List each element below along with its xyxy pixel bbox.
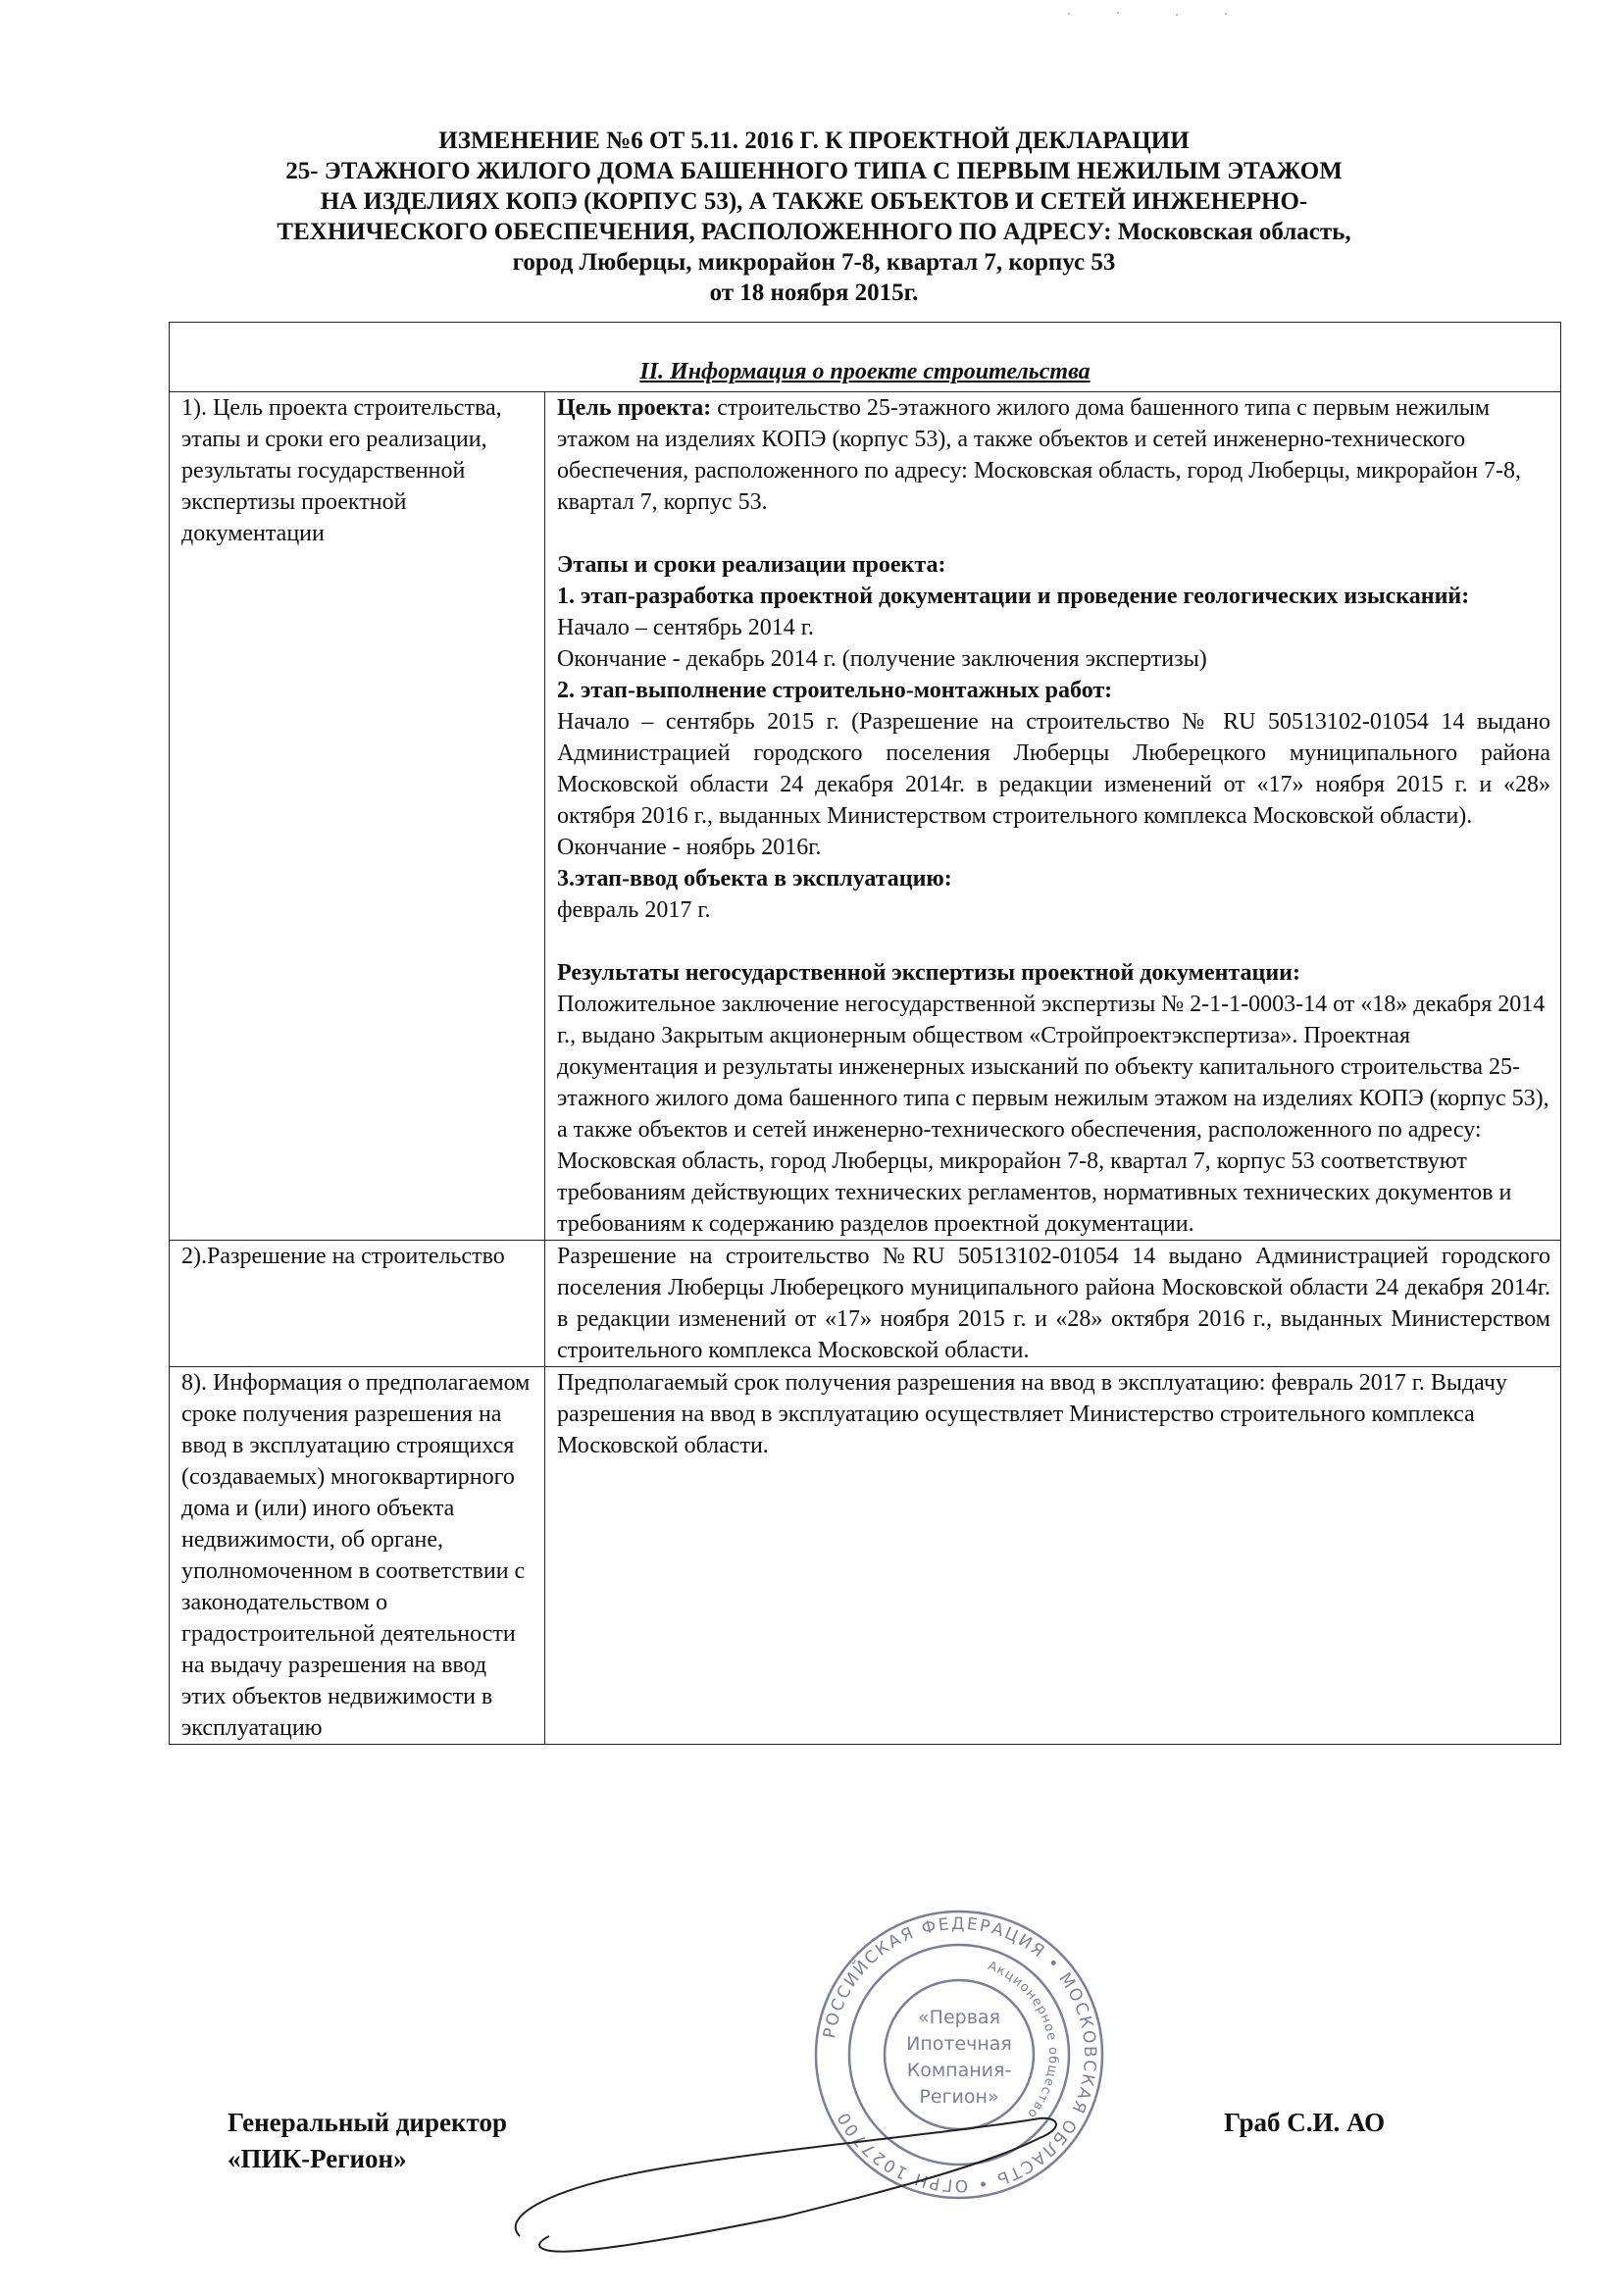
row2-label: 2).Разрешение на строительство bbox=[170, 1241, 545, 1367]
row2-content: Разрешение на строительство №RU 50513102-01054 14 выдано Администрацией городского поселения Люберцы Люберецкого муниципального района Московской области 24 декабря 2014г. в редакции изменений от «17» ноября 2015 г. и «28» октября 2016 г., выданных Министерством строительного комплекса Московской области. bbox=[545, 1241, 1561, 1367]
table-row bbox=[170, 1241, 1561, 1367]
seal-inner-text: Акционерное общество bbox=[986, 1959, 1061, 2121]
table-row bbox=[170, 1367, 1561, 1745]
project-goal bbox=[557, 392, 1550, 518]
handwritten-signature bbox=[490, 2089, 1079, 2266]
stage2-end: Окончание - ноябрь 2016г. bbox=[557, 835, 822, 860]
section-title: II. Информация о проекте строительства bbox=[170, 323, 1561, 392]
row1-label: 1). Цель проекта строительства, этапы и сроки его реализации, результаты государственной экспертизы проектной документации bbox=[170, 392, 545, 1241]
scan-specks bbox=[1059, 6, 1255, 16]
stage2-start: Начало – сентябрь 2015 г. (Разрешение на строительство № RU 50513102-01054 14 выдано Администрацией городского поселения Люберцы Люберецкого муниципального района Московской области 24 декабря 2014г. в редакции изменений от «17» ноября 2015 г. и «28» октября 2016 г., выданных Министерством строительного комплекса Московской области). bbox=[557, 709, 1550, 829]
stage1-start: Начало – сентябрь 2014 г. bbox=[557, 615, 814, 640]
seal-outer-text: РОССИЙСКАЯ ФЕДЕРАЦИЯ • МОСКОВСКАЯ ОБЛАСТЬ • ОГРН 1027700 bbox=[820, 1913, 1100, 2196]
document-title bbox=[167, 126, 1461, 308]
title-line-4: ТЕХНИЧЕСКОГО ОБЕСПЕЧЕНИЯ, РАСПОЛОЖЕННОГО ПО АДРЕСУ: Московская область, bbox=[277, 219, 1351, 245]
title-line-3: НА ИЗДЕЛИЯХ КОПЭ (КОРПУС 53), А ТАКЖЕ ОБЪЕКТОВ И СЕТЕЙ ИНЖЕНЕРНО- bbox=[320, 188, 1308, 215]
stages-title: Этапы и сроки реализации проекта: bbox=[557, 552, 946, 578]
row3-label: 8). Информация о предполагаемом сроке получения разрешения на ввод в эксплуатацию строящихся (создаваемых) многоквартирного дома и (или) иного объекта недвижимости, об органе, уполномоченном в соответствии с законодательством о градостроительной деятельности на выдачу разрешения на ввод этих объектов недвижимости в эксплуатацию bbox=[170, 1367, 545, 1745]
results-title: Результаты негосударственной экспертизы проектной документации: bbox=[557, 960, 1300, 986]
goal-text: строительство 25-этажного жилого дома башенного типа с первым нежилым этажом на изделиях КОПЭ (корпус 53), а также объектов и сетей инженерно-технического обеспечения, расположенного по адресу: Московская область, город Люберцы, микрорайон 7-8, квартал 7, корпус 53. bbox=[557, 395, 1521, 515]
seal-line-3: Компания- bbox=[906, 2060, 1012, 2081]
title-line-2: 25- ЭТАЖНОГО ЖИЛОГО ДОМА БАШЕННОГО ТИПА С ПЕРВЫМ НЕЖИЛЫМ ЭТАЖОМ bbox=[285, 158, 1343, 184]
row3-content: Предполагаемый срок получения разрешения на ввод в эксплуатацию: февраль 2017 г. Выдачу разрешения на ввод в эксплуатацию осуществляет Министерство строительного комплекса Московской области. bbox=[545, 1367, 1561, 1745]
stage3-date: февраль 2017 г. bbox=[557, 897, 711, 923]
stage3-title: 3.этап-ввод объекта в эксплуатацию: bbox=[557, 866, 952, 892]
seal-line-2: Ипотечная bbox=[906, 2033, 1012, 2055]
stage2-title: 2. этап-выполнение строительно-монтажных работ: bbox=[557, 678, 1113, 703]
signatory-name: Граб С.И. АО bbox=[1224, 2108, 1386, 2137]
section-header-row bbox=[170, 323, 1561, 392]
position-title: Генеральный директор bbox=[228, 2108, 507, 2137]
title-line-6: от 18 ноября 2015г. bbox=[709, 280, 919, 306]
company-name: «ПИК-Регион» bbox=[228, 2144, 407, 2173]
stage1-title: 1. этап-разработка проектной документации и проведение геологических изысканий: bbox=[557, 584, 1470, 609]
title-line-5: город Люберцы, микрорайон 7-8, квартал 7, корпус 53 bbox=[512, 249, 1116, 276]
title-line-1: ИЗМЕНЕНИЕ №6 ОТ 5.11. 2016 Г. К ПРОЕКТНОЙ ДЕКЛАРАЦИИ bbox=[438, 127, 1190, 154]
seal-line-4: Регион» bbox=[919, 2086, 999, 2108]
results-text: Положительное заключение негосударственной экспертизы № 2-1-1-0003-14 от «18» декабря 2014 г., выдано Закрытым акционерным обществом «Стройпроектэкспертиза». Проектная документация и результаты инженерных изысканий по объекту капитального строительства 25-этажного жилого дома башенного типа с первым нежилым этажом на изделиях КОПЭ (корпус 53), а также объектов и сетей инженерно-технического обеспечения, расположенного по адресу: Московская область, город Люберцы, микрорайон 7-8, квартал 7, корпус 53 соответствуют требованиям действующих технических регламентов, нормативных технических документов и требованиям к содержанию разделов проектной документации. bbox=[557, 992, 1549, 1237]
signatory-position bbox=[228, 2105, 507, 2177]
row1-content bbox=[545, 392, 1561, 1241]
table-row bbox=[170, 392, 1561, 1241]
stage1-end: Окончание - декабрь 2014 г. (получение заключения экспертизы) bbox=[557, 646, 1207, 672]
seal-line-1: «Первая bbox=[918, 2007, 1000, 2028]
project-info-table bbox=[169, 322, 1561, 1745]
goal-label: Цель проекта: bbox=[557, 395, 712, 421]
